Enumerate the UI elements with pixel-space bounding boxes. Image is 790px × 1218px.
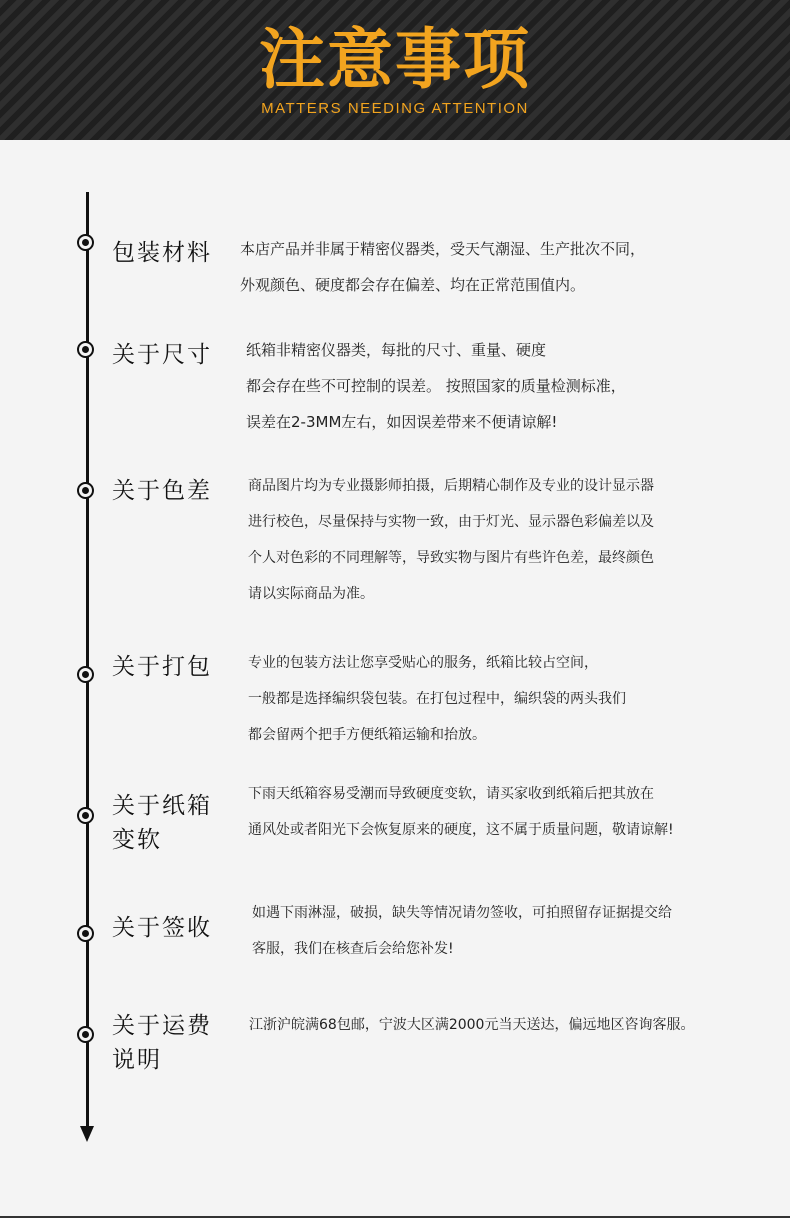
section-text-line: 进行校色，尽量保持与实物一致，由于灯光、显示器色彩偏差以及 bbox=[248, 514, 654, 530]
section-text-line: 专业的包装方法让您享受贴心的服务，纸箱比较占空间， bbox=[248, 655, 598, 671]
timeline-line bbox=[86, 192, 89, 1130]
section-label-carton-softening bbox=[112, 789, 212, 857]
section-label-packing bbox=[112, 650, 212, 684]
section-text-line: 纸箱非精密仪器类，每批的尺寸、重量、硬度 bbox=[246, 341, 547, 359]
header-banner bbox=[0, 0, 790, 140]
timeline-dot-icon bbox=[77, 807, 94, 824]
section-text-line: 都会存在些不可控制的误差。 按照国家的质量检测标准， bbox=[246, 377, 626, 395]
section-text-line: 个人对色彩的不同理解等，导致实物与图片有些许色差，最终颜色 bbox=[248, 550, 654, 566]
section-text-line: 如遇下雨淋湿，破损，缺失等情况请勿签收，可拍照留存证据提交给 bbox=[252, 905, 672, 921]
section-label-shipping bbox=[112, 1009, 212, 1077]
section-label-line: 关于尺寸 bbox=[112, 342, 212, 368]
section-label-size bbox=[112, 338, 212, 372]
page-subtitle: MATTERS NEEDING ATTENTION bbox=[261, 100, 529, 117]
section-label-receipt bbox=[112, 911, 212, 945]
section-label-packaging bbox=[112, 236, 212, 270]
section-text-line: 请以实际商品为准。 bbox=[248, 586, 374, 602]
timeline-dot-icon bbox=[77, 666, 94, 683]
section-text-line: 客服，我们在核查后会给您补发! bbox=[252, 941, 454, 957]
section-label-line: 关于运费 bbox=[112, 1013, 212, 1039]
section-text-line: 江浙沪皖满68包邮，宁波大区满2000元当天送达，偏远地区咨询客服。 bbox=[249, 1017, 695, 1033]
section-text-line: 误差在2-3MM左右，如因误差带来不便请谅解! bbox=[246, 413, 558, 431]
page-title: 注意事项 bbox=[259, 21, 531, 98]
section-label-line: 关于打包 bbox=[112, 654, 212, 680]
section-label-line: 关于签收 bbox=[112, 915, 212, 941]
timeline-dot-icon bbox=[77, 482, 94, 499]
section-text-line: 本店产品并非属于精密仪器类，受天气潮湿、生产批次不同， bbox=[240, 240, 646, 258]
arrow-down-icon bbox=[80, 1126, 94, 1142]
section-label-line: 包装材料 bbox=[112, 240, 212, 266]
timeline-dot-icon bbox=[77, 341, 94, 358]
section-label-line: 说明 bbox=[112, 1047, 162, 1073]
timeline-dot-icon bbox=[77, 1026, 94, 1043]
section-label-line: 关于色差 bbox=[112, 478, 212, 504]
timeline-dot-icon bbox=[77, 925, 94, 942]
section-label-line: 关于纸箱 bbox=[112, 793, 212, 819]
section-text-line: 通风处或者阳光下会恢复原来的硬度，这不属于质量问题，敬请谅解! bbox=[248, 822, 674, 838]
section-text-line: 下雨天纸箱容易受潮而导致硬度变软，请买家收到纸箱后把其放在 bbox=[248, 786, 654, 802]
timeline-dot-icon bbox=[77, 234, 94, 251]
section-label-color-difference bbox=[112, 474, 212, 508]
section-text-line: 一般都是选择编织袋包装。在打包过程中，编织袋的两头我们 bbox=[248, 691, 626, 707]
section-text-line: 外观颜色、硬度都会存在偏差、均在正常范围值内。 bbox=[240, 276, 586, 294]
section-text-line: 都会留两个把手方便纸箱运输和抬放。 bbox=[248, 727, 486, 743]
section-text-line: 商品图片均为专业摄影师拍摄，后期精心制作及专业的设计显示器 bbox=[248, 478, 654, 494]
section-label-line: 变软 bbox=[112, 827, 162, 853]
